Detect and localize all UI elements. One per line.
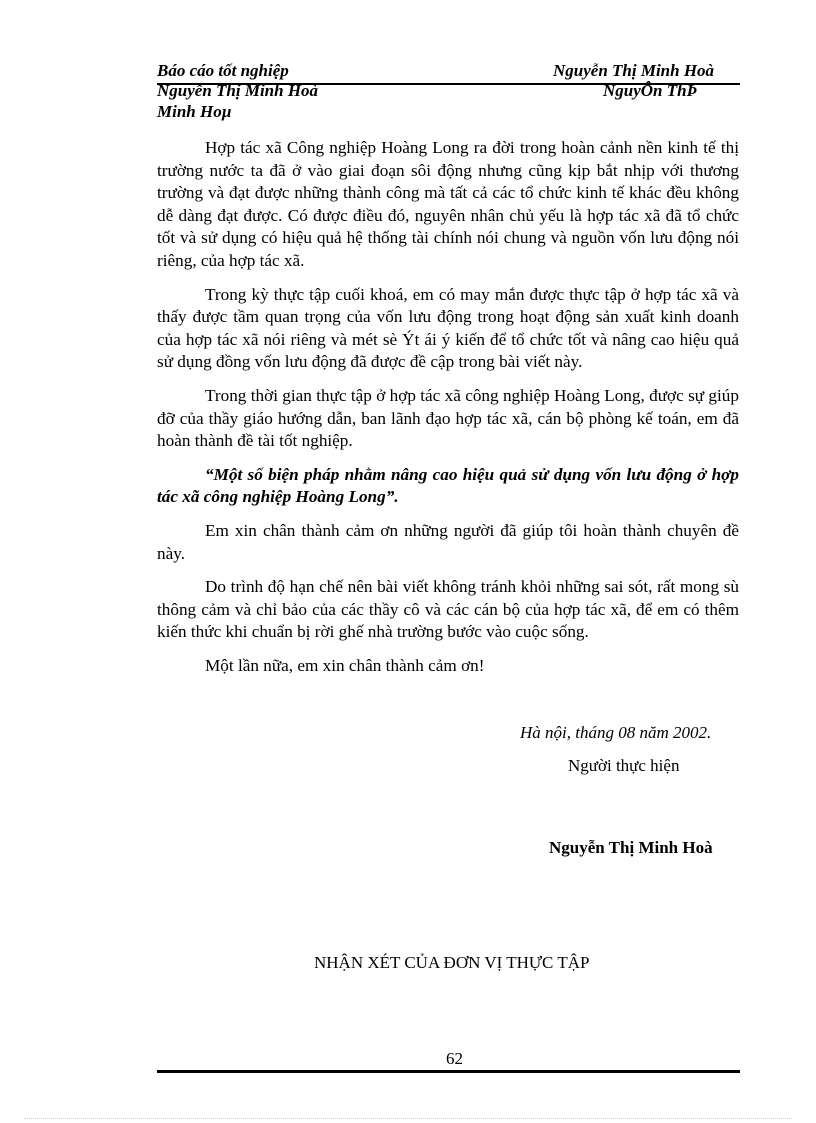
signature-name: Nguyễn Thị Minh Hoà bbox=[549, 838, 713, 857]
header-rule bbox=[157, 83, 740, 85]
header-author-name: Nguyễn Thị Minh Hoà bbox=[553, 61, 715, 80]
header-overlap-line-right: NguyÔn ThÞ bbox=[603, 81, 697, 100]
header-report-title: Báo cáo tốt nghiệp bbox=[157, 61, 289, 80]
paragraph-internship: Trong kỳ thực tập cuối khoá, em có may mắn được thực tập ở hợp tác xã và thấy được tầm quan trọng của vốn lưu động trong hoạt động sản xuất kinh doanh của hợp tác xã nói riêng và mét sè Ýt ái ý kiến để tổ chức tốt và nâng cao hiệu quả sử dụng đồng vốn lưu động đã được đề cập trong bài viết này. bbox=[157, 284, 739, 372]
header-overlap-line-3: Minh Hoµ bbox=[157, 102, 232, 121]
paragraph-acknowledgement-context: Trong thời gian thực tập ở hợp tác xã công nghiệp Hoàng Long, được sự giúp đỡ của thầy giáo hướng dẫn, ban lãnh đạo hợp tác xã, cán bộ phòng kế toán, em đã hoàn thành đề tài tốt nghiệp. bbox=[157, 385, 739, 451]
remark-heading: NHẬN XÉT CỦA ĐƠN VỊ THỰC TẬP bbox=[314, 953, 590, 972]
signature-date: Hà nội, tháng 08 năm 2002. bbox=[520, 723, 712, 742]
body-text bbox=[157, 137, 739, 688]
thesis-title: “Một số biện pháp nhằm nâng cao hiệu quả sử dụng vốn lưu động ở hợp tác xã công nghiệp Hoàng Long”. bbox=[157, 464, 739, 507]
paragraph-limitations: Do trình độ hạn chế nên bài viết không tránh khỏi những sai sót, rất mong sù thông cảm và chỉ bảo của các thầy cô và các cán bộ của hợp tác xã, để em có thêm kiến thức khi chuẩn bị rời ghế nhà trường bước vào cuộc sống. bbox=[157, 577, 739, 642]
header-overlap-line-left: Nguyễn Thị Minh Hoà bbox=[157, 81, 319, 100]
page-number: 62 bbox=[446, 1049, 463, 1068]
footer-rule bbox=[157, 1070, 740, 1073]
page-edge-divider bbox=[24, 1118, 792, 1119]
paragraph-intro: Hợp tác xã Công nghiệp Hoàng Long ra đời trong hoàn cảnh nền kinh tế thị trường nước ta đã ở vào giai đoạn sôi động nhưng cũng kịp bắt nhịp với thương trường và đạt được những thành công mà tất cả các tổ chức kinh tế khác đều không dễ dàng đạt được. Có được điều đó, nguyên nhân chủ yếu là hợp tác xã đã tổ chức tốt và sử dụng có hiệu quả hệ thống tài chính nói chung và nguồn vốn lưu động nói riêng, của hợp tác xã. bbox=[157, 138, 739, 270]
paragraph-thanks: Em xin chân thành cảm ơn những người đã giúp tôi hoàn thành chuyên đề này. bbox=[157, 520, 739, 563]
signature-role: Người thực hiện bbox=[568, 756, 680, 775]
paragraph-closing: Một lần nữa, em xin chân thành cảm ơn! bbox=[205, 655, 485, 675]
